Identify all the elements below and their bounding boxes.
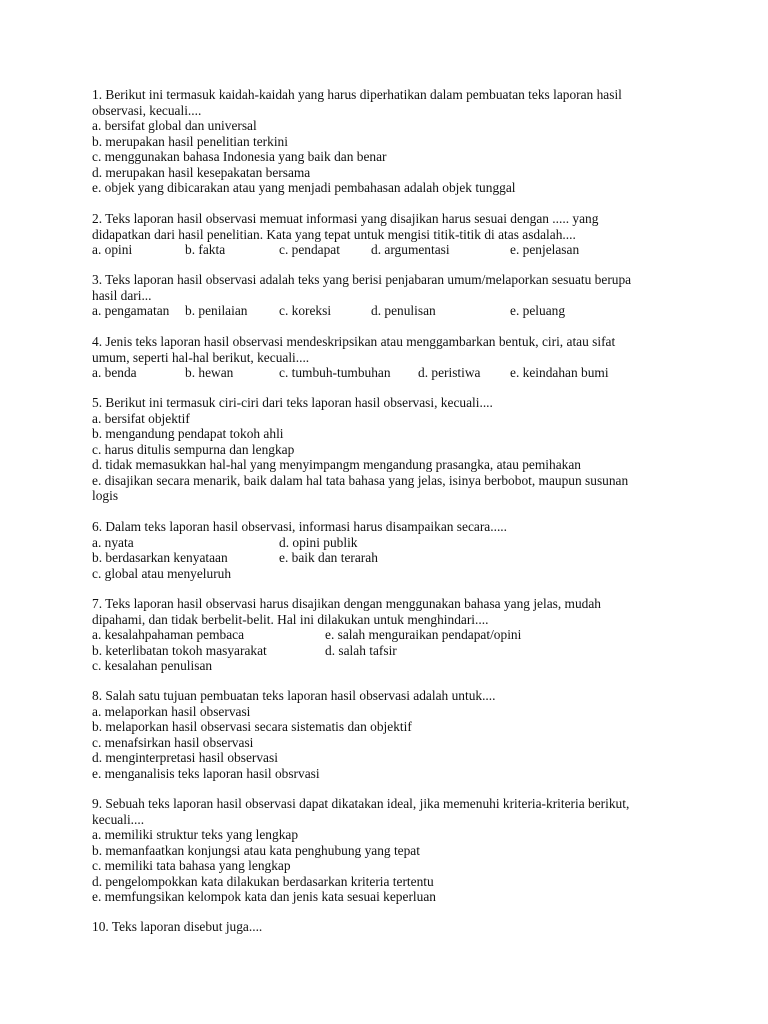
question-2-stem-line-1: 2. Teks laporan hasil observasi memuat informasi yang disajikan harus sesuai dengan ..... yang <box>92 211 599 226</box>
question-5-option-e-continued: logis <box>92 488 119 503</box>
question-2-option-e: e. penjelasan <box>510 242 580 257</box>
question-1-option-a: a. bersifat global dan universal <box>92 118 257 133</box>
question-8-option-a: a. melaporkan hasil observasi <box>92 703 251 719</box>
question-4-option-d: d. peristiwa <box>418 365 481 380</box>
question-6-options-row-1 <box>92 535 692 551</box>
question-1-option-d: d. merupakan hasil kesepakatan bersama <box>92 164 311 180</box>
question-3-option-a: a. pengamatan <box>92 303 170 318</box>
question-1-option-e: e. objek yang dibicarakan atau yang menjadi pembahasan adalah objek tunggal <box>92 180 516 195</box>
question-5-option-d: d. tidak memasukkan hal-hal yang menyimpangm mengandung prasangka, atau pemihakan <box>92 457 581 472</box>
question-1 <box>92 87 692 196</box>
question-6-option-a: a. nyata <box>92 534 134 550</box>
question-8-option-d: d. menginterpretasi hasil observasi <box>92 750 278 765</box>
question-5 <box>92 395 692 504</box>
question-3-option-d: d. penulisan <box>371 303 436 318</box>
question-6-options-row-3 <box>92 566 692 582</box>
question-7-option-d: d. salah tafsir <box>325 642 397 658</box>
question-4-stem-line-2: umum, seperti hal-hal berikut, kecuali.... <box>92 349 310 365</box>
question-6-options-row-2 <box>92 550 692 566</box>
question-10-stem: 10. Teks laporan disebut juga.... <box>92 919 263 934</box>
question-6-stem: 6. Dalam teks laporan hasil observasi, informasi harus disampaikan secara..... <box>92 519 507 534</box>
question-7-stem-line-1: 7. Teks laporan hasil observasi harus disajikan dengan menggunakan bahasa yang jelas, mudah <box>92 596 602 611</box>
question-9-stem-line-1: 9. Sebuah teks laporan hasil observasi dapat dikatakan ideal, jika memenuhi kriteria-kriteria berikut, <box>92 796 630 811</box>
question-9 <box>92 796 692 905</box>
question-1-option-b: b. merupakan hasil penelitian terkini <box>92 133 288 149</box>
question-9-option-b: b. memanfaatkan konjungsi atau kata penghubung yang tepat <box>92 842 420 858</box>
question-9-option-c: c. memiliki tata bahasa yang lengkap <box>92 858 291 873</box>
question-7-stem-line-2: dipahami, dan tidak berbelit-belit. Hal ini dilakukan untuk menghindari.... <box>92 611 489 627</box>
question-8 <box>92 688 692 781</box>
question-6 <box>92 519 692 581</box>
question-2-option-b: b. fakta <box>185 242 226 257</box>
question-7-option-a: a. kesalahpahaman pembaca <box>92 627 245 642</box>
question-5-option-b: b. mengandung pendapat tokoh ahli <box>92 426 284 441</box>
question-5-option-e: e. disajikan secara menarik, baik dalam hal tata bahasa yang jelas, isinya berbobot, maupun susunan <box>92 472 629 488</box>
question-2-option-d: d. argumentasi <box>371 242 450 257</box>
question-2-option-c: c. pendapat <box>279 242 340 257</box>
question-9-stem-line-2: kecuali.... <box>92 811 145 827</box>
question-4-stem-line-1: 4. Jenis teks laporan hasil observasi mendeskripsikan atau menggambarkan bentuk, ciri, atau sifat <box>92 334 616 349</box>
question-6-option-c: c. global atau menyeluruh <box>92 565 232 581</box>
question-3-stem-line-2: hasil dari... <box>92 287 152 303</box>
question-4-option-b: b. hewan <box>185 365 234 380</box>
question-4-option-e: e. keindahan bumi <box>510 365 609 380</box>
question-4-option-c: c. tumbuh-tumbuhan <box>279 365 391 380</box>
question-6-option-d: d. opini publik <box>279 534 358 550</box>
question-7-options-row-1 <box>92 627 692 643</box>
question-3 <box>92 272 692 319</box>
question-9-option-d: d. pengelompokkan kata dilakukan berdasarkan kriteria tertentu <box>92 873 434 889</box>
question-6-option-e: e. baik dan terarah <box>279 550 378 565</box>
question-2-options-row <box>92 242 692 258</box>
question-8-option-e: e. menganalisis teks laporan hasil obsrvasi <box>92 765 320 781</box>
question-7 <box>92 596 692 674</box>
question-1-option-c: c. menggunakan bahasa Indonesia yang baik dan benar <box>92 149 387 164</box>
question-1-stem-line-1: 1. Berikut ini termasuk kaidah-kaidah yang harus diperhatikan dalam pembuatan teks laporan hasil <box>92 87 622 102</box>
question-7-option-e: e. salah menguraikan pendapat/opini <box>325 627 522 642</box>
question-3-option-b: b. penilaian <box>185 303 248 318</box>
question-7-options-row-2 <box>92 643 692 659</box>
question-4-option-a: a. benda <box>92 365 137 380</box>
question-8-option-b: b. melaporkan hasil observasi secara sistematis dan objektif <box>92 719 412 734</box>
question-3-option-c: c. koreksi <box>279 303 332 318</box>
question-1-stem-line-2: observasi, kecuali.... <box>92 102 202 118</box>
question-3-stem-line-1: 3. Teks laporan hasil observasi adalah teks yang berisi penjabaran umum/melaporkan sesuatu berupa <box>92 272 632 287</box>
question-3-options-row <box>92 303 692 319</box>
question-7-option-c: c. kesalahan penulisan <box>92 658 213 673</box>
question-10 <box>92 919 692 935</box>
question-7-option-b: b. keterlibatan tokoh masyarakat <box>92 642 267 658</box>
question-8-option-c: c. menafsirkan hasil observasi <box>92 734 254 750</box>
question-5-stem: 5. Berikut ini termasuk ciri-ciri dari teks laporan hasil observasi, kecuali.... <box>92 395 493 410</box>
question-5-option-c: c. harus ditulis sempurna dan lengkap <box>92 441 295 457</box>
question-4-options-row <box>92 365 692 381</box>
question-9-option-a: a. memiliki struktur teks yang lengkap <box>92 827 299 842</box>
question-4 <box>92 334 692 381</box>
question-6-option-b: b. berdasarkan kenyataan <box>92 550 228 565</box>
question-2-option-a: a. opini <box>92 242 133 257</box>
question-9-option-e: e. memfungsikan kelompok kata dan jenis kata sesuai keperluan <box>92 889 436 904</box>
question-3-option-e: e. peluang <box>510 303 566 318</box>
question-2-stem-line-2: didapatkan dari hasil penelitian. Kata yang tepat untuk mengisi titik-titik di atas asdalah.... <box>92 226 576 242</box>
question-2 <box>92 211 692 258</box>
question-8-stem: 8. Salah satu tujuan pembuatan teks laporan hasil observasi adalah untuk.... <box>92 688 496 703</box>
question-7-options-row-3 <box>92 658 692 674</box>
question-5-option-a: a. bersifat objektif <box>92 410 190 426</box>
